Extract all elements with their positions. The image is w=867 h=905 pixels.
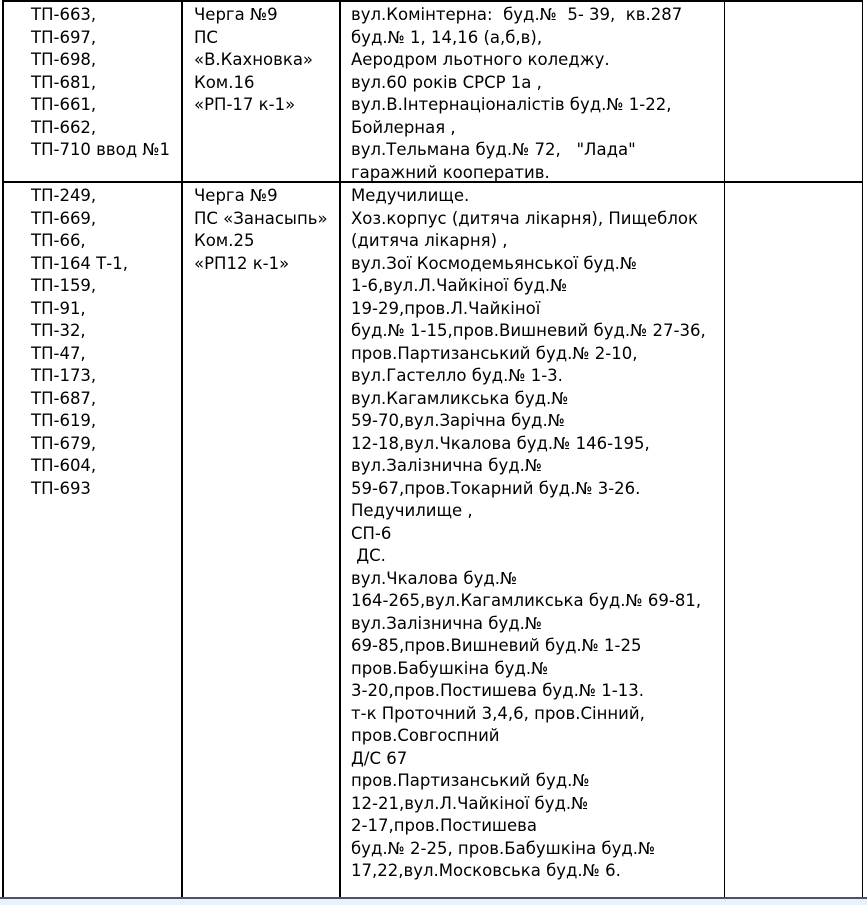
text-line: ТП-173, — [31, 366, 97, 385]
text-line: ТП-91, — [31, 298, 86, 318]
text-line: вул.Чкалова буд.№ — [351, 568, 518, 588]
text-line: 3-20,пров.Постишева буд.№ 1-13. — [351, 681, 644, 700]
text-line: Черга №9 — [194, 5, 278, 24]
text-line: СП-6 — [351, 523, 392, 543]
text-line: пров.Партизанський буд.№ 2-10, — [351, 343, 638, 363]
text-line: «РП12 к-1» — [194, 253, 290, 273]
text-line: ТП-619, — [31, 411, 97, 430]
text-line: 17,22,вул.Московська буд.№ 6. — [351, 861, 621, 880]
text-line: ТП-679, — [31, 433, 97, 453]
text-line: ТП-661, — [31, 95, 97, 114]
text-line: ТП-164 Т-1, — [31, 253, 128, 273]
text-line: ТП-698, — [31, 50, 97, 69]
text-line: вул.60 років СРСР 1а , — [351, 72, 542, 92]
text-line: ТП-662, — [31, 117, 97, 137]
table-row — [4, 183, 862, 897]
text-line: вул.Кагамликська буд.№ — [351, 388, 569, 408]
text-line: буд.№ 1, 14,16 (а,б,в), — [351, 27, 543, 47]
text-line: ТП-663, — [31, 5, 97, 24]
text-line: ТП-669, — [31, 208, 97, 228]
note-cell — [725, 2, 862, 181]
text-line: вул.Комінтерна: буд.№ 5- 39, кв.287 — [351, 5, 683, 24]
text-line: ТП-604, — [31, 456, 97, 475]
text-line: «РП-17 к-1» — [194, 95, 296, 114]
text-line: ТП-159, — [31, 276, 97, 295]
tp-codes-cell — [4, 2, 183, 181]
text-line: вул.Тельмана буд.№ 72, "Лада" — [351, 140, 636, 159]
text-line: Педучилище , — [351, 501, 473, 520]
text-line: вул.Залізнична буд.№ — [351, 456, 543, 475]
text-line: ПС — [194, 27, 218, 47]
text-line: ТП-687, — [31, 388, 97, 408]
text-line: пров.Совгоспний — [351, 726, 500, 745]
text-line: 164-265,вул.Кагамликська буд.№ 69-81, — [351, 591, 702, 610]
feeder-queue-cell — [183, 183, 341, 897]
text-line: ТП-47, — [31, 343, 86, 363]
text-line: ТП-697, — [31, 27, 97, 47]
text-line: Медучилище. — [351, 186, 470, 205]
text-line: Д/С 67 — [351, 748, 408, 768]
text-line: ПС «Занасыпь» — [194, 208, 328, 228]
text-line: буд.№ 2-25, пров.Бабушкіна буд.№ — [351, 838, 656, 858]
text-line: ТП-681, — [31, 72, 97, 92]
text-line: «В.Кахновка» — [194, 50, 314, 69]
text-line: 19-29,пров.Л.Чайкіної — [351, 298, 541, 318]
outage-schedule-table — [2, 0, 863, 897]
text-line: 12-21,вул.Л.Чайкіної буд.№ — [351, 793, 589, 813]
text-line: 69-85,пров.Вишневий буд.№ 1-25 — [351, 636, 642, 655]
feeder-queue-cell — [183, 2, 341, 181]
text-line: ТП-32, — [31, 321, 86, 340]
addresses-cell — [341, 183, 725, 897]
text-line: пров.Партизанський буд.№ — [351, 771, 590, 790]
text-line: вул.Залізнична буд.№ — [351, 613, 543, 633]
text-line: вул.В.Інтернаціоналістів буд.№ 1-22, — [351, 95, 672, 114]
text-line: (дитяча лікарня) , — [351, 231, 508, 250]
text-line: 1-6,вул.Л.Чайкіної буд.№ — [351, 276, 568, 295]
text-line: Бойлерная , — [351, 117, 456, 137]
text-line: гаражний кооператив. — [351, 162, 550, 181]
text-line: Аеродром льотного коледжу. — [351, 50, 610, 69]
note-cell — [725, 183, 862, 897]
text-line: буд.№ 1-15,пров.Вишневий буд.№ 27-36, — [351, 321, 706, 340]
text-line: ТП-249, — [31, 186, 97, 205]
text-line: ДС. — [351, 546, 386, 565]
text-line: т-к Проточний 3,4,6, пров.Сінний, — [351, 703, 645, 723]
table-row — [4, 2, 862, 183]
text-line: вул.Зої Космодемьянської буд.№ — [351, 253, 638, 273]
text-line: Ком.25 — [194, 231, 255, 250]
text-line: 12-18,вул.Чкалова буд.№ 146-195, — [351, 433, 650, 453]
addresses-cell — [341, 2, 725, 181]
text-line: ТП-710 ввод №1 — [31, 140, 171, 159]
text-line: 2-17,пров.Постишева — [351, 816, 538, 835]
text-line: 59-67,пров.Токарний буд.№ 3-26. — [351, 478, 641, 498]
text-line: пров.Бабушкіна буд.№ — [351, 658, 549, 678]
text-line: 59-70,вул.Зарічна буд.№ — [351, 411, 565, 430]
tp-codes-cell — [4, 183, 183, 897]
text-line: Хоз.корпус (дитяча лікарня), Пищеблок — [351, 208, 698, 228]
text-line: вул.Гастелло буд.№ 1-3. — [351, 366, 563, 385]
text-line: Ком.16 — [194, 72, 255, 92]
text-line: ТП-66, — [31, 231, 86, 250]
text-line: ТП-693 — [31, 478, 91, 498]
text-line: Черга №9 — [194, 186, 278, 205]
next-row-partial — [0, 899, 867, 905]
